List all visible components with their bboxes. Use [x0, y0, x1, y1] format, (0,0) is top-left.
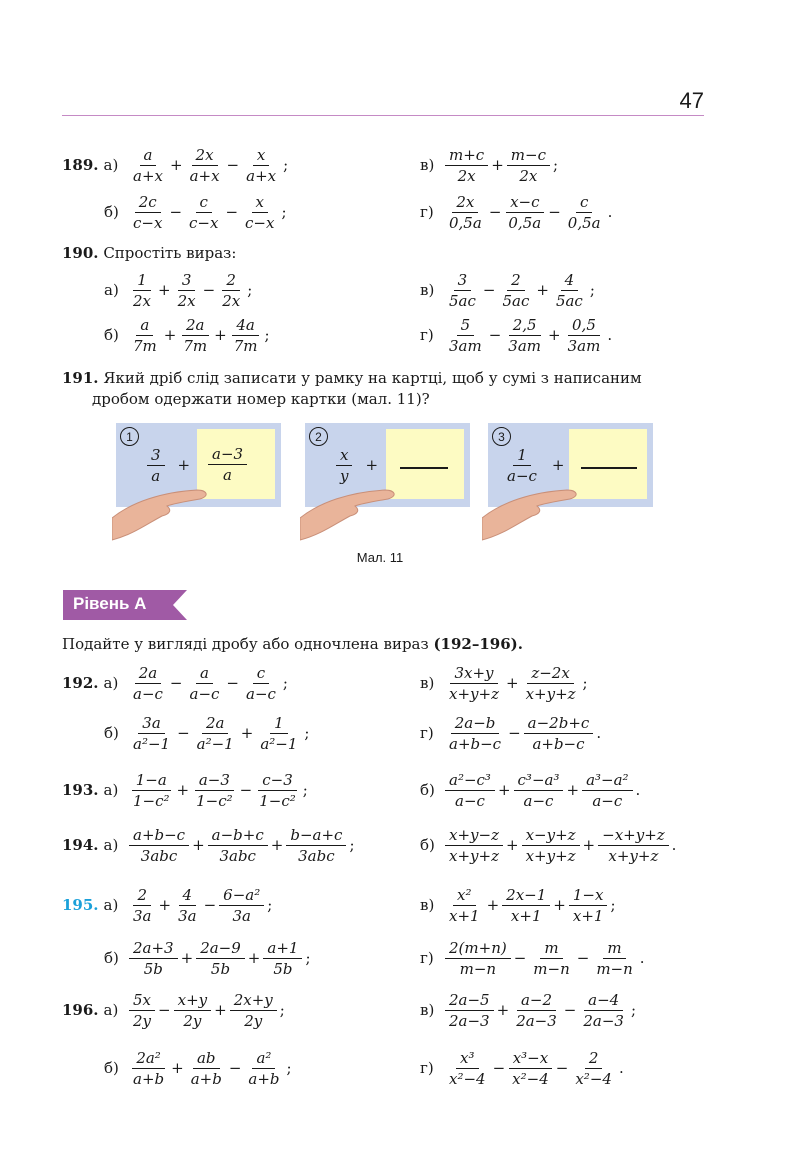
problem-193 — [0, 760, 800, 820]
fraction: $\frac{ab}{a+b}$ — [190, 1048, 222, 1088]
card-2: 2 $\frac{x}{y}$ + — [305, 423, 470, 507]
item-label: б) — [420, 781, 435, 799]
expression-192-g: $\frac{2a-b}{a+b-c}$ − $\frac{a-2b+c}{a+b-c}$ . — [444, 703, 601, 763]
fraction: $\frac{x}{a+x}$ — [246, 145, 277, 185]
fraction: $\frac{4}{3a}$ — [178, 885, 197, 925]
item-label: б) — [104, 326, 119, 344]
fraction: $\frac{2,5}{3am}$ — [508, 315, 542, 355]
fraction: $\frac{2}{2x}$ — [222, 270, 241, 310]
fraction: $\frac{2a}{a-c}$ — [133, 663, 163, 703]
fraction: $\frac{3x+y}{x+y+z}$ — [449, 663, 499, 703]
expression-193-b: $\frac{\text{a²−c³}}{a-c}$ + $\frac{\text{c³−a³}}{a-c}$ + $\frac{\text{a³−a²}}{a-c}$ . — [444, 760, 640, 820]
fraction: $\frac{a-4}{2a-3}$ — [583, 990, 624, 1030]
fraction: $\frac{2x}{a+x}$ — [189, 145, 220, 185]
instruction — [62, 634, 523, 655]
fraction: $\frac{2a-9}{5b}$ — [196, 938, 245, 979]
expression-190-b: $\frac{a}{7m}$ + $\frac{2a}{7m}$ + $\frac{4a}{7m}$ ; — [128, 305, 270, 365]
fraction: $\frac{m}{m-n}$ — [533, 938, 570, 978]
problem-191-text — [62, 368, 642, 410]
fraction: $\frac{x+y-z}{x+y+z}$ — [445, 825, 503, 866]
figure-caption: Мал. 11 — [356, 550, 404, 565]
expression-192-b: $\frac{3a}{\text{a²−1}}$ − $\frac{2a}{\text{a²−1}}$ + $\frac{1}{\text{a²−1}}$ ; — [128, 703, 309, 763]
header-rule — [62, 115, 704, 116]
fraction: $\frac{a-3}{a}$ — [208, 444, 247, 485]
item-label: а) — [103, 836, 119, 854]
blank-line — [400, 467, 448, 469]
fraction: $\frac{1}{2x}$ — [133, 270, 152, 310]
item-label: г) — [420, 949, 434, 967]
fraction: $\frac{a-2}{2a-3}$ — [516, 990, 557, 1030]
problem-text: Спростіть вираз: — [103, 244, 237, 262]
fraction: $\frac{2x}{0,5a}$ — [449, 192, 482, 232]
item-label: в) — [420, 896, 435, 914]
problem-192-row2 — [0, 703, 800, 763]
item-label: г) — [420, 1059, 434, 1077]
card-number: 1 — [120, 427, 139, 446]
card-1: 1 $\frac{3}{a}$ + $\frac{a-3}{a}$ — [116, 423, 281, 507]
expression-190-v: $\frac{3}{5ac}$ − $\frac{2}{5ac}$ + $\frac{4}{5ac}$ ; — [444, 260, 595, 320]
fraction: $\frac{c}{0,5a}$ — [567, 192, 601, 232]
item-label: б) — [104, 949, 119, 967]
problem-195 — [0, 875, 800, 935]
item-label: г) — [420, 724, 434, 742]
item-label: г) — [420, 203, 434, 221]
expression-196-a: $\frac{5x}{2y}$ − $\frac{x+y}{2y}$ + $\frac{2x+y}{2y}$ ; — [128, 980, 285, 1040]
item-label: б) — [104, 1059, 119, 1077]
fraction: $\frac{2(m+n)}{m-n}$ — [445, 938, 511, 979]
expression-195-v: $\frac{\text{x²}}{x+1}$ + $\frac{2x-1}{x+1}$ + $\frac{1-x}{x+1}$ ; — [444, 875, 616, 935]
fraction: $\frac{2a-5}{2a-3}$ — [445, 990, 494, 1031]
item-label: а) — [103, 781, 119, 799]
card-3: 3 $\frac{1}{a-c}$ + — [488, 423, 653, 507]
fraction: $\frac{x-y+z}{x+y+z}$ — [522, 825, 580, 866]
fraction: $\frac{3a}{\text{a²−1}}$ — [133, 713, 171, 753]
fraction: $\frac{\text{x²}}{x+1}$ — [449, 885, 480, 925]
fraction: $\frac{c}{a-c}$ — [246, 663, 276, 703]
level-banner — [63, 590, 187, 620]
fraction: $\frac{2a}{7m}$ — [183, 315, 208, 355]
fraction: $\frac{\text{2a²}}{a+b}$ — [133, 1048, 165, 1088]
fraction: $\frac{1}{\text{a²−1}}$ — [260, 713, 298, 753]
item-label: в) — [420, 156, 435, 174]
problem-number: 195. — [62, 896, 99, 914]
hand-illustration — [300, 480, 400, 542]
item-label: в) — [420, 281, 435, 299]
hand-illustration — [482, 480, 582, 542]
expression-196-g: $\frac{\text{x³}}{\text{x²−4}}$ − $\frac{\text{x³−x}}{\text{x²−4}}$ − $\frac{2}{\text{x²−4}}$ . — [444, 1038, 624, 1098]
level-label: Рівень А — [73, 594, 147, 613]
problem-196-row2 — [0, 1038, 800, 1098]
fraction: $\frac{\text{c³−a³}}{a-c}$ — [514, 770, 564, 811]
blank-line — [581, 467, 637, 469]
problem-196 — [0, 980, 800, 1040]
fraction: $\frac{2}{3a}$ — [133, 885, 152, 925]
fraction: $\frac{\text{a³−a²}}{a-c}$ — [582, 770, 632, 811]
expression-194-a: $\frac{a+b-c}{\text{3abc}}$ + $\frac{a-b+c}{\text{3abc}}$ + $\frac{b-a+c}{\text{3abc}}$ ; — [128, 815, 355, 875]
expression-194-b: $\frac{x+y-z}{x+y+z}$ + $\frac{x-y+z}{x+y+z}$ + $\frac{-x+y+z}{x+y+z}$ . — [444, 815, 676, 875]
item-label: а) — [103, 674, 119, 692]
problem-number: 190. — [62, 244, 99, 262]
item-label: б) — [104, 724, 119, 742]
fraction: $\frac{m+c}{2x}$ — [445, 145, 488, 186]
expression-192-a: $\frac{2a}{a-c}$ − $\frac{a}{a-c}$ − $\frac{c}{a-c}$ ; — [128, 653, 288, 713]
item-label: в) — [420, 1001, 435, 1019]
problem-195-row2 — [0, 928, 800, 988]
problem-number: 194. — [62, 836, 99, 854]
expression-189-g: $\frac{2x}{0,5a}$ − $\frac{x-c}{0,5a}$ − $\frac{c}{0,5a}$ . — [444, 182, 612, 242]
fraction: $\frac{1-a}{\text{1−c²}}$ — [133, 770, 170, 810]
expression-189-b: $\frac{2c}{c-x}$ − $\frac{c}{c-x}$ − $\frac{x}{c-x}$ ; — [128, 182, 287, 242]
instruction-range: (192–196). — [433, 635, 523, 653]
problem-number: 196. — [62, 1001, 99, 1019]
problem-text-line2: дробом одержати номер картки (мал. 11)? — [92, 390, 430, 408]
fraction: $\frac{1-x}{x+1}$ — [569, 885, 608, 926]
fraction: $\frac{x-c}{0,5a}$ — [504, 192, 545, 233]
fraction: $\frac{2}{\text{x²−4}}$ — [575, 1048, 612, 1088]
expression-193-a: $\frac{1-a}{\text{1−c²}}$ + $\frac{a-3}{\text{1−c²}}$ − $\frac{c-3}{\text{1−c²}}$ ; — [128, 760, 308, 820]
fraction: $\frac{a}{a-c}$ — [189, 663, 220, 703]
fraction: $\frac{\text{x³−x}}{\text{x²−4}}$ — [508, 1048, 553, 1089]
card-number: 2 — [309, 427, 328, 446]
expression-196-v: $\frac{2a-5}{2a-3}$ + $\frac{a-2}{2a-3}$ − $\frac{a-4}{2a-3}$ ; — [444, 980, 636, 1040]
fraction: $\frac{a-3}{\text{1−c²}}$ — [196, 770, 233, 810]
item-label: а) — [103, 156, 119, 174]
fraction: $\frac{2a}{\text{a²−1}}$ — [196, 713, 234, 753]
fraction: $\frac{x}{y}$ — [336, 445, 352, 486]
fraction: $\frac{-x+y+z}{x+y+z}$ — [598, 825, 669, 866]
fraction: $\frac{m-c}{2x}$ — [507, 145, 550, 186]
fraction: $\frac{a+1}{5b}$ — [263, 938, 302, 979]
expression-195-a: $\frac{2}{3a}$ + $\frac{4}{3a}$ − $\frac{\text{6−a²}}{3a}$ ; — [128, 875, 272, 935]
fraction: $\frac{2x+y}{2y}$ — [230, 990, 277, 1031]
item-label: а) — [103, 896, 119, 914]
fraction: $\frac{a}{a+x}$ — [133, 145, 163, 185]
expression-189-a: $\frac{a}{a+x}$ + $\frac{2x}{a+x}$ − $\frac{x}{a+x}$ ; — [128, 135, 288, 195]
fraction: $\frac{\text{x³}}{\text{x²−4}}$ — [449, 1048, 486, 1088]
fraction: $\frac{2}{5ac}$ — [502, 270, 530, 310]
fraction: $\frac{a-b+c}{\text{3abc}}$ — [208, 825, 268, 866]
expression-190-g: $\frac{5}{3am}$ − $\frac{2,5}{3am}$ + $\frac{0,5}{3am}$ . — [444, 305, 612, 365]
card-number: 3 — [492, 427, 511, 446]
fraction: $\frac{a-2b+c}{a+b-c}$ — [524, 713, 594, 754]
problem-number: 193. — [62, 781, 99, 799]
item-label: а) — [104, 281, 119, 299]
problem-189-row2 — [0, 182, 800, 242]
fraction: $\frac{a+b-c}{\text{3abc}}$ — [129, 825, 189, 866]
item-label: а) — [103, 1001, 119, 1019]
fraction: $\frac{3}{5ac}$ — [449, 270, 476, 310]
problem-194 — [0, 815, 800, 875]
fraction: $\frac{a}{7m}$ — [133, 315, 157, 355]
expression-189-v: $\frac{m+c}{2x}$ + $\frac{m-c}{2x}$ ; — [444, 135, 558, 195]
fraction: $\frac{z-2x}{x+y+z}$ — [525, 663, 576, 703]
fraction: $\frac{4}{5ac}$ — [555, 270, 583, 310]
fraction: $\frac{3}{2x}$ — [177, 270, 196, 310]
fraction: $\frac{x}{c-x}$ — [245, 192, 275, 232]
fraction: $\frac{5}{3am}$ — [449, 315, 482, 355]
problem-number: 191. — [62, 369, 99, 387]
fraction: $\frac{0,5}{3am}$ — [567, 315, 601, 355]
fraction: $\frac{\text{6−a²}}{3a}$ — [219, 885, 264, 926]
fraction: $\frac{b-a+c}{\text{3abc}}$ — [286, 825, 346, 866]
expression-195-g: $\frac{2(m+n)}{m-n}$ − $\frac{m}{m-n}$ − $\frac{m}{m-n}$ . — [444, 928, 645, 988]
item-label: б) — [104, 203, 119, 221]
fraction: $\frac{3}{a}$ — [147, 445, 165, 486]
problem-190-row2 — [0, 305, 800, 365]
fraction: $\frac{\text{a²−c³}}{a-c}$ — [445, 770, 495, 811]
item-label: б) — [420, 836, 435, 854]
expression-195-b: $\frac{2a+3}{5b}$ + $\frac{2a-9}{5b}$ + $\frac{a+1}{5b}$ ; — [128, 928, 311, 988]
problem-number: 192. — [62, 674, 99, 692]
instruction-text: Подайте у вигляді дробу або одночлена вираз — [62, 635, 434, 653]
fraction: $\frac{c-3}{\text{1−c²}}$ — [259, 770, 296, 810]
problem-number: 189. — [62, 156, 99, 174]
item-label: в) — [420, 674, 435, 692]
fraction: $\frac{5x}{2y}$ — [129, 990, 155, 1031]
hand-illustration — [112, 480, 212, 542]
expression-192-v: $\frac{3x+y}{x+y+z}$ + $\frac{z-2x}{x+y+z}$ ; — [444, 653, 588, 713]
page-number: 47 — [679, 88, 704, 113]
problem-text-line1: Який дріб слід записати у рамку на картці, щоб у сумі з написаним — [103, 369, 642, 387]
fraction: $\frac{2x-1}{x+1}$ — [502, 885, 550, 926]
expression-196-b: $\frac{\text{2a²}}{a+b}$ + $\frac{ab}{a+b}$ − $\frac{\text{a²}}{a+b}$ ; — [128, 1038, 292, 1098]
fraction: $\frac{4a}{7m}$ — [233, 315, 258, 355]
fraction: $\frac{m}{m-n}$ — [596, 938, 633, 978]
fraction: $\frac{c}{c-x}$ — [189, 192, 219, 232]
expression-190-a: $\frac{1}{2x}$ + $\frac{3}{2x}$ − $\frac{2}{2x}$ ; — [128, 260, 252, 320]
item-label: г) — [420, 326, 434, 344]
fraction: $\frac{\text{a²}}{a+b}$ — [248, 1048, 280, 1088]
fraction: $\frac{2a+3}{5b}$ — [129, 938, 178, 979]
fraction: $\frac{1}{a-c}$ — [507, 445, 537, 485]
fraction: $\frac{x+y}{2y}$ — [174, 990, 212, 1031]
fraction: $\frac{2a-b}{a+b-c}$ — [449, 713, 502, 753]
fraction: $\frac{2c}{c-x}$ — [133, 192, 163, 232]
